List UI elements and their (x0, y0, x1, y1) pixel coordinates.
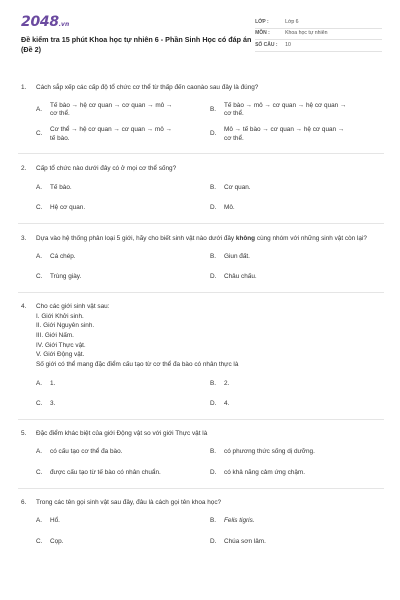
option-letter: A. (36, 379, 43, 387)
question-text-part: cùng nhóm với những sinh vật còn lại? (255, 235, 367, 243)
divider (18, 292, 384, 293)
option-text: Cá chép. (50, 252, 76, 260)
meta-row-count (255, 40, 382, 52)
meta-key: SỐ CÂU : (255, 41, 278, 48)
divider (18, 223, 384, 224)
option-c[interactable] (36, 469, 210, 478)
option-text: Trùng giày. (50, 273, 82, 281)
option-text: Hệ cơ quan. (50, 204, 86, 212)
statement-line: III. Giới Nấm. (36, 331, 74, 339)
question-number: 1. (21, 84, 27, 91)
option-c[interactable] (36, 126, 210, 143)
question-text (36, 235, 382, 244)
question-1 (21, 84, 382, 143)
question-text-emphasis: không (235, 235, 256, 243)
question-number: 3. (21, 235, 27, 243)
option-text: 2. (224, 379, 230, 387)
option-c[interactable] (36, 204, 210, 213)
brand-block (21, 14, 255, 54)
option-text: Hổ. (50, 517, 60, 525)
question-6 (21, 499, 382, 547)
statement-line: Số giới có thể mang đặc điểm cấu tạo từ cơ thể đa bào có nhân thực là (36, 360, 239, 368)
option-text: Cơ thể → hệ cơ quan → cơ quan → mô → (50, 125, 172, 133)
option-text: Cơ quan. (224, 183, 251, 191)
meta-row-class (255, 17, 382, 29)
question-4 (21, 303, 382, 409)
option-text: cơ thể. (224, 110, 244, 118)
option-letter: B. (210, 106, 217, 114)
option-a[interactable] (36, 380, 210, 389)
option-letter: D. (210, 469, 217, 477)
statement-line: II. Giới Nguyên sinh. (36, 322, 95, 330)
option-b[interactable] (210, 448, 382, 457)
option-letter: B. (210, 252, 217, 260)
option-b[interactable] (210, 517, 382, 526)
site-logo[interactable] (21, 14, 255, 33)
meta-value: Khoa học tự nhiên (285, 30, 328, 37)
option-text: Châu chấu. (224, 273, 257, 281)
option-text: Cọp. (50, 538, 64, 546)
question-text: Cấp tổ chức nào dưới đây có ở mọi cơ thể sống? (36, 165, 177, 173)
option-letter: C. (36, 538, 43, 546)
logo-tld: .vn (58, 21, 70, 28)
option-letter: C. (36, 273, 43, 281)
logo-main: 2048 (21, 14, 59, 30)
option-letter: B. (210, 448, 217, 456)
question-number: 4. (21, 303, 27, 311)
option-a[interactable] (36, 184, 210, 193)
option-d[interactable] (210, 126, 382, 143)
statement-line: IV. Giới Thực vật. (36, 341, 86, 349)
option-text: có phương thức sống dị dưỡng. (224, 448, 315, 456)
option-d[interactable] (210, 538, 382, 547)
option-letter: D. (210, 273, 217, 281)
option-text: Felis tigris. (224, 517, 255, 525)
statement-line: V. Giới Động vật. (36, 351, 85, 359)
meta-key: MÔN : (255, 30, 270, 37)
option-a[interactable] (36, 102, 210, 119)
option-letter: A. (36, 448, 43, 456)
option-letter: B. (210, 517, 217, 525)
option-b[interactable] (210, 102, 382, 119)
question-number: 2. (21, 165, 27, 173)
meta-key: LỚP : (255, 18, 269, 25)
option-a[interactable] (36, 448, 210, 457)
option-letter: A. (36, 183, 43, 191)
question-number: 6. (21, 498, 27, 506)
meta-value: Lớp 6 (285, 18, 299, 25)
option-a[interactable] (36, 253, 210, 262)
option-text: được cấu tạo từ tế bào có nhân chuẩn. (50, 469, 161, 477)
option-letter: C. (36, 204, 43, 212)
question-text: Cho các giới sinh vật sau: (36, 303, 110, 311)
option-letter: A. (36, 517, 43, 525)
option-text: cơ thể. (224, 134, 244, 142)
divider (18, 488, 384, 489)
option-letter: B. (210, 183, 217, 191)
option-text: Mô. (224, 204, 235, 212)
option-text: Mô → tế bào → cơ quan → hệ cơ quan → (224, 125, 345, 133)
option-text: có khả năng cảm ứng chậm. (224, 469, 306, 477)
option-letter: A. (36, 252, 43, 260)
option-c[interactable] (36, 273, 210, 282)
statement-line: I. Giới Khởi sinh. (36, 312, 84, 320)
question-text: Cách sắp xếp các cấp độ tổ chức cơ thể từ thấp đến caonào sau đây là đúng? (36, 84, 259, 91)
exam-meta (255, 17, 382, 52)
option-b[interactable] (210, 380, 382, 389)
question-statements (21, 313, 382, 370)
option-text: 4. (224, 400, 230, 408)
option-text: tế bào. (50, 134, 70, 142)
question-number: 5. (21, 429, 27, 437)
option-d[interactable] (210, 204, 382, 213)
option-c[interactable] (36, 538, 210, 547)
question-2 (21, 165, 382, 213)
question-list (21, 84, 382, 547)
option-text: Tế bào → hệ cơ quan → cơ quan → mô → (50, 101, 173, 109)
meta-row-subject (255, 29, 382, 41)
option-letter: D. (210, 400, 217, 408)
option-text: Tế bào → mô → cơ quan → hệ cơ quan → (224, 101, 347, 109)
meta-value: 10 (285, 41, 291, 48)
option-b[interactable] (210, 184, 382, 193)
option-letter: A. (36, 106, 43, 114)
option-letter: C. (36, 400, 43, 408)
option-c[interactable] (36, 400, 210, 409)
option-letter: B. (210, 379, 217, 387)
option-text: cơ thể. (50, 110, 70, 118)
question-text-part: Dựa vào hệ thống phân loại 5 giới, hãy cho biết sinh vật nào dưới đây (36, 235, 236, 243)
option-letter: C. (36, 130, 43, 138)
exam-header (21, 14, 382, 64)
question-3 (21, 235, 382, 282)
option-text: 3. (50, 400, 56, 408)
option-letter: C. (36, 469, 43, 477)
option-text: Chúa sơn lâm. (224, 538, 266, 546)
option-letter: D. (210, 130, 217, 138)
option-text: có cấu tạo cơ thể đa bào. (50, 448, 123, 456)
option-letter: D. (210, 204, 217, 212)
option-b[interactable] (210, 253, 382, 262)
divider (18, 419, 384, 420)
page-title: Đề kiểm tra 15 phút Khoa học tự nhiên 6 - Phần Sinh Học có đáp án (Đề 2) (21, 35, 252, 54)
question-text: Trong các tên gọi sinh vật sau đây, đâu là cách gọi tên khoa học? (36, 498, 222, 506)
question-5 (21, 430, 382, 478)
option-d[interactable] (210, 273, 382, 282)
question-text: Đặc điểm khác biệt của giới Động vật so với giới Thực vật là (36, 429, 208, 437)
option-d[interactable] (210, 400, 382, 409)
option-text: Giun đất. (224, 252, 250, 260)
option-text: Tế bào. (50, 183, 72, 191)
option-letter: D. (210, 538, 217, 546)
option-text: 1. (50, 379, 56, 387)
option-d[interactable] (210, 469, 382, 478)
option-a[interactable] (36, 517, 210, 526)
divider (18, 153, 384, 154)
